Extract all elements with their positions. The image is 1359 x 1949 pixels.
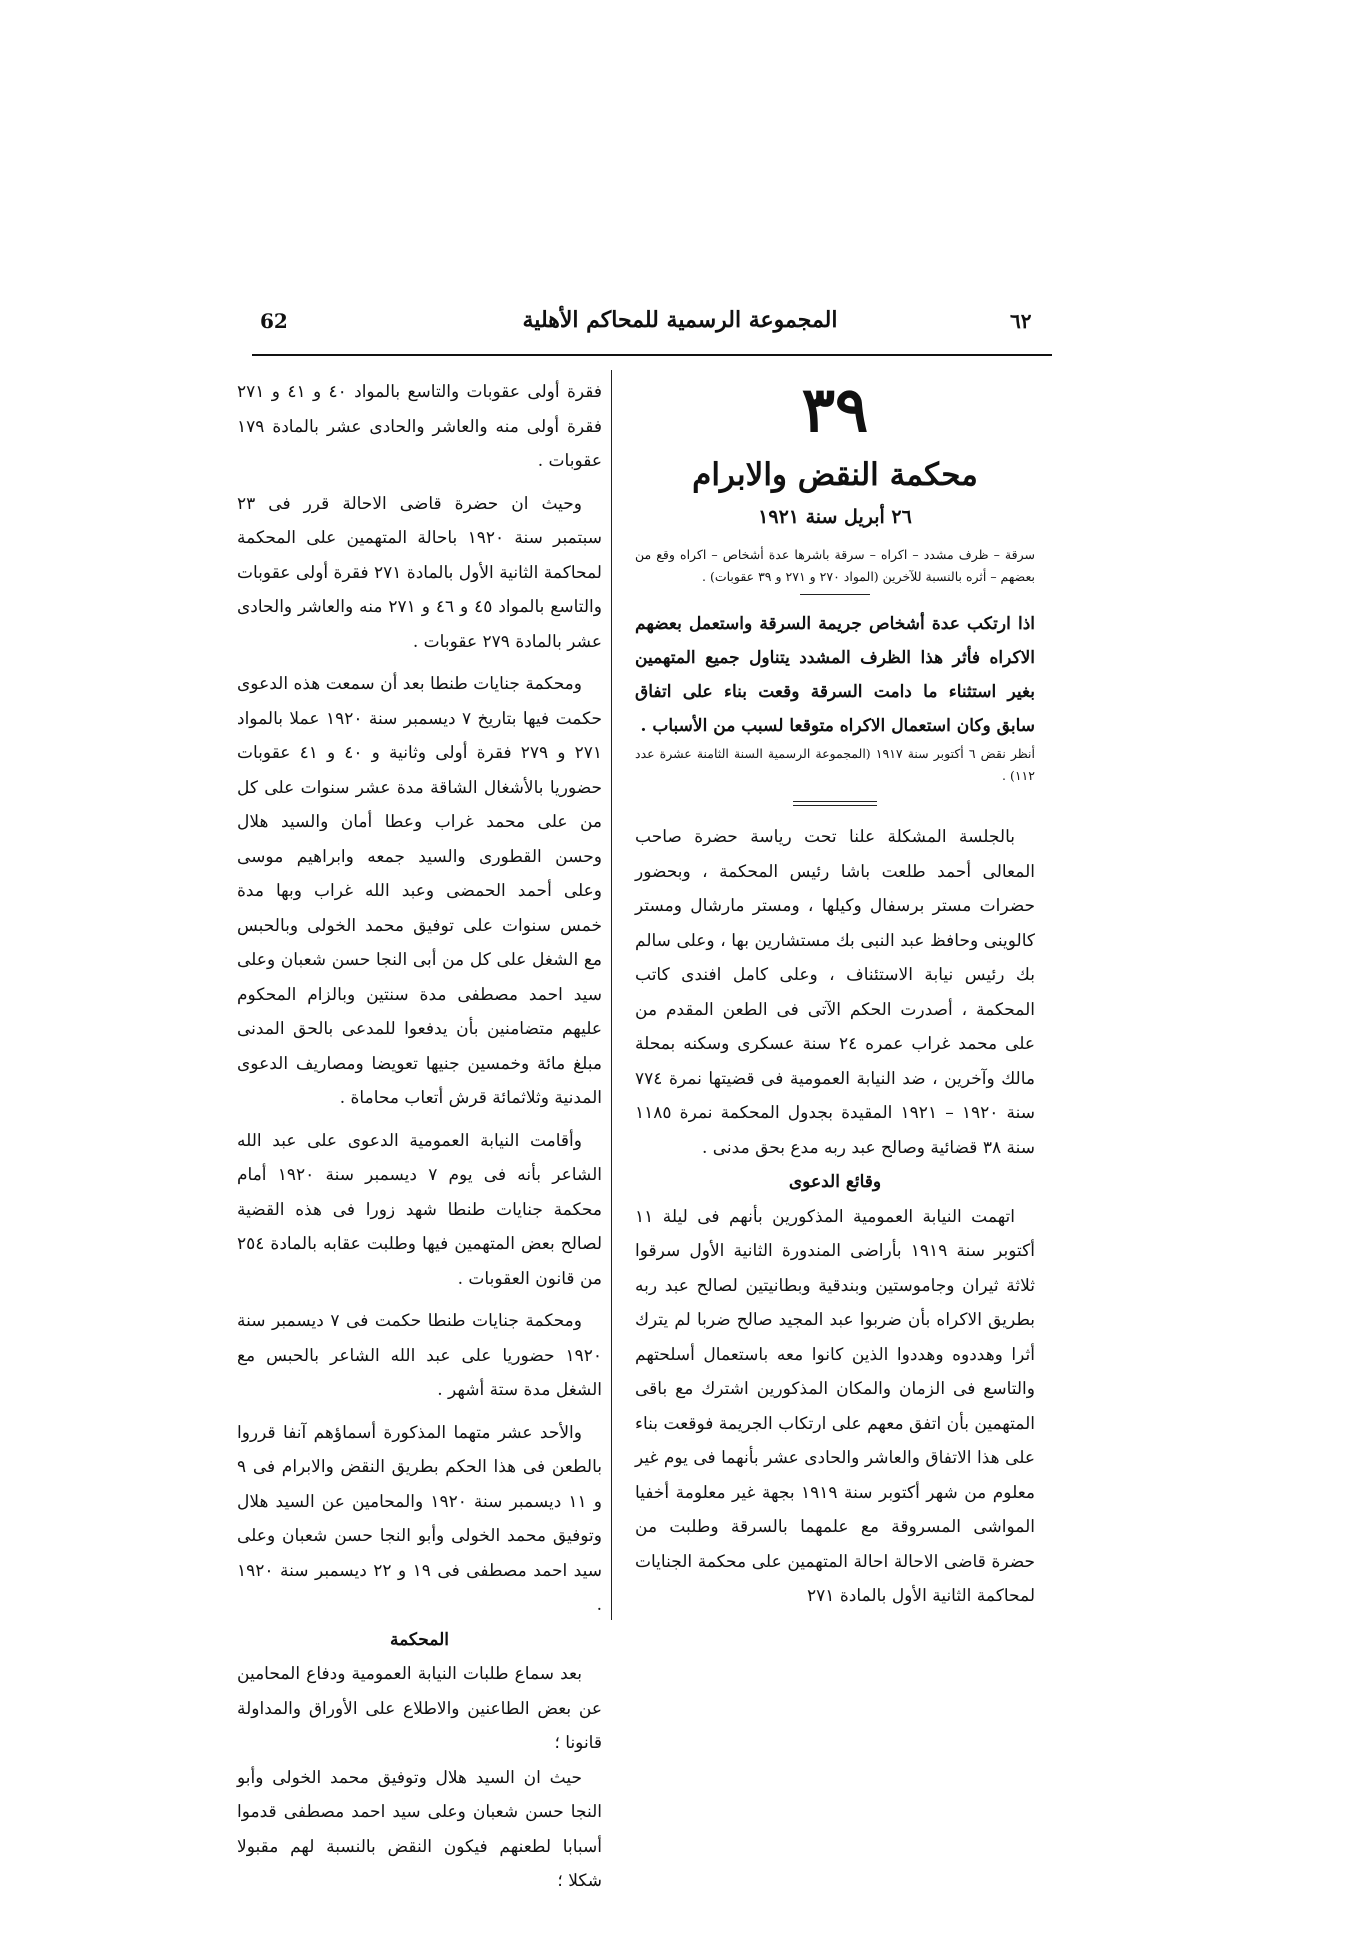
facts-heading: وقائع الدعوى: [788, 1172, 882, 1192]
header-rule: [252, 354, 1052, 356]
double-rule: [793, 801, 877, 806]
column-divider: [611, 370, 612, 1620]
court-name: محكمة النقض والابرام: [692, 457, 978, 493]
right-column: [635, 372, 1035, 1614]
paragraph-1: فقرة أولى عقوبات والتاسع بالمواد ٤٠ و ٤١ و ٢٧١ فقرة أولى منه والعاشر والحادى عشر بالمادة ١٧٩ عقوبات .: [237, 382, 602, 471]
session-paragraph: بالجلسة المشكلة علنا تحت رياسة حضرة صاحب المعالى أحمد طلعت باشا رئيس المحكمة ، وبحضور حضرات مستر برسفال وكيلها ، ومستر مارشال ومستر كالوينى وحافظ عبد النبى بك مستشارين بها ، وعلى سالم بك رئيس نيابة الاستئناف ، وعلى كامل افندى كاتب المحكمة ، أصدرت الحكم الآتى فى الطعن المقدم من على محمد غراب عمره ٢٤ سنة عسكرى وسكنه بمحلة مالك وآخرين ، ضد النيابة العمومية فى قضيتها نمرة ٧٧٤ سنة ١٩٢٠ – ١٩٢١ المقيدة بجدول المحكمة نمرة ١١٨٥ سنة ٣٨ قضائية وصالح عبد ربه مدع بحق مدنى .: [635, 827, 1035, 1158]
paragraph-5: ومحكمة جنايات طنطا حكمت فى ٧ ديسمبر سنة ١٩٢٠ حضوريا على عبد الله الشاعر بالحبس مع الشغل مدة ستة أشهر .: [237, 1311, 602, 1400]
paragraph-2: وحيث ان حضرة قاضى الاحالة قرر فى ٢٣ سبتمبر سنة ١٩٢٠ باحالة المتهمين على المحكمة لمحاكمة الثانية الأول بالمادة ٢٧١ فقرة أولى عقوبات والتاسع بالمواد ٤٥ و ٤٦ و ٢٧١ منه والعاشر والحادى عشر بالمادة ٢٧٩ عقوبات .: [237, 493, 602, 652]
case-reference: أنظر نقض ٦ أكتوبر سنة ١٩١٧ (المجموعة الرسمية السنة الثامنة عشرة عدد ١١٢) .: [635, 746, 1035, 783]
paragraph-6: والأحد عشر متهما المذكورة أسماؤهم آنفا قرروا بالطعن فى هذا الحكم بطريق النقض والابرام فى ٩ و ١١ ديسمبر سنة ١٩٢٠ والمحامين عن السيد هلال وتوفيق محمد الخولى وأبو النجا حسن شعبان وعلى سيد احمد مصطفى فى ١٩ و ٢٢ ديسمبر سنة ١٩٢٠ .: [237, 1422, 602, 1615]
paragraph-8: حيث ان السيد هلال وتوفيق محمد الخولى وأبو النجا حسن شعبان وعلى سيد احمد مصطفى قدموا أسبابا لطعنهم فيكون النقض بالنسبة لهم مقبولا شكلا ؛: [237, 1767, 602, 1891]
facts-paragraph: اتهمت النيابة العمومية المذكورين بأنهم فى ليلة ١١ أكتوبر سنة ١٩١٩ بأراضى المندورة الثانية الأول سرقوا ثلاثة ثيران وجاموستين وبندقية وبطانيتين لصالح عبد ربه بطريق الاكراه بأن ضربوا عبد المجيد صالح ضربا لم يترك أثرا وهددوه وهددوا الذين كانوا معه باستعمال أسلحتهم والتاسع فى الزمان والمكان المذكورين اشترك مع باقى المتهمين بأن اتفق معهم على ارتكاب الجريمة فوقعت بناء على هذا الاتفاق والعاشر والحادى عشر بأنهما فى يوم غير معلوم من شهر أكتوبر سنة ١٩١٩ بجهة غير معلومة أخفيا المواشى المسروقة مع علمهما بالسرقة وطلبت من حضرة قاضى الاحالة احالة المتهمين على محكمة الجنايات لمحاكمة الثانية الأول بالمادة ٢٧١: [635, 1206, 1035, 1606]
case-date: ٢٦ أبريل سنة ١٩٢١: [758, 506, 912, 528]
paragraph-3: ومحكمة جنايات طنطا بعد أن سمعت هذه الدعوى حكمت فيها بتاريخ ٧ ديسمبر سنة ١٩٢٠ عملا بالمواد ٢٧١ و ٢٧٩ فقرة أولى وثانية و ٤٠ و ٤١ عقوبات حضوريا بالأشغال الشاقة مدة عشر سنوات على كل من على محمد غراب وعطا أمان والسيد هلال وحسن القطورى والسيد جمعه وابراهيم موسى وعلى أحمد الحمضى وعبد الله غراب وبها مدة خمس سنوات على توفيق محمد الخولى وبالحبس مع الشغل على كل من أبى النجا حسن شعبان وعلى سيد احمد مصطفى مدة سنتين وبالزام المحكوم عليهم متضامنين بأن يدفعوا للمدعى بالحق المدنى مبلغ مائة وخمسين جنيها تعويضا ومصاريف الدعوى المدنية وثلاثمائة قرش أتعاب محاماة .: [237, 674, 603, 1108]
case-number: ٣٩: [801, 373, 869, 446]
left-column: [237, 375, 602, 1899]
page-number-latin: 62: [260, 309, 288, 333]
paragraph-4: وأقامت النيابة العمومية الدعوى على عبد الله الشاعر بأنه فى يوم ٧ ديسمبر سنة ١٩٢٠ أمام محكمة جنايات طنطا شهد زورا فى هذه القضية لصالح بعض المتهمين فيها وطلبت عقابه بالمادة ٢٥٤ من قانون العقوبات .: [237, 1130, 602, 1289]
running-title: المجموعة الرسمية للمحاكم الأهلية: [522, 307, 838, 333]
legal-principle: اذا ارتكب عدة أشخاص جريمة السرقة واستعمل بعضهم الاكراه فأثر هذا الظرف المشدد يتناول جميع المتهمين بغير استثناء ما دامت السرقة وقعت بناء على اتفاق سابق وكان استعمال الاكراه متوقعا لسبب من الأسباب .: [635, 614, 1035, 736]
case-keywords: سرقة – ظرف مشدد – اكراه – سرقة باشرها عدة أشخاص – اكراه وقع من بعضهم – أثره بالنسبة للآخرين (المواد ٢٧٠ و ٢٧١ و ٣٩ عقوبات) .: [635, 547, 1035, 584]
paragraph-7: بعد سماع طلبات النيابة العمومية ودفاع المحامين عن بعض الطاعنين والاطلاع على الأوراق والمداولة قانونا ؛: [237, 1664, 602, 1753]
court-heading: المحكمة: [389, 1629, 450, 1650]
short-rule: [800, 594, 870, 595]
page-number-arabic: ٦٢: [1010, 309, 1032, 333]
